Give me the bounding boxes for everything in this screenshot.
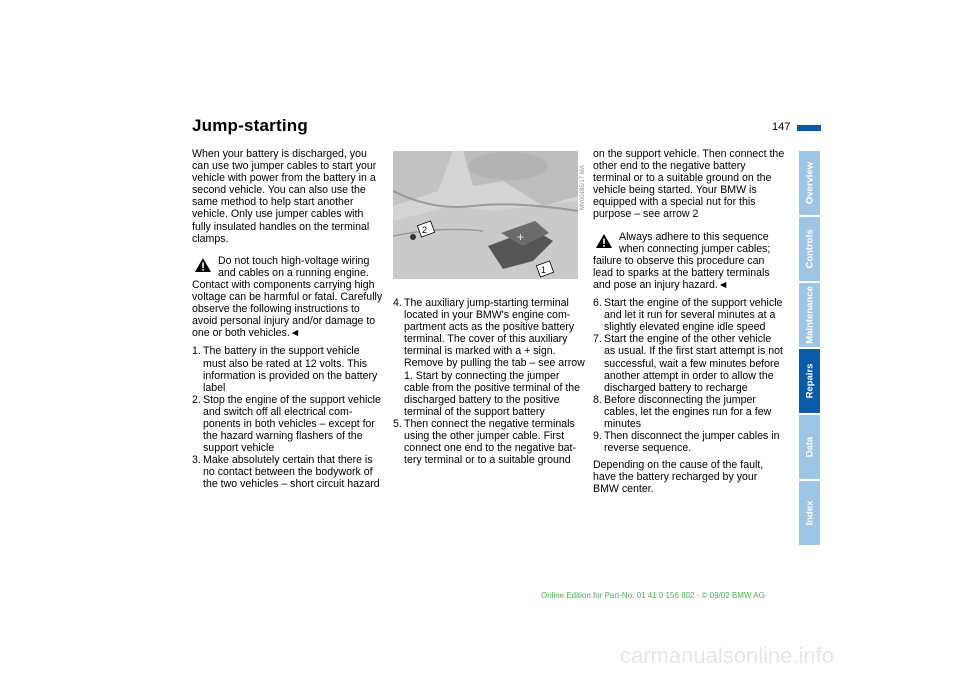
watermark: carmanualsonline.info [620,643,835,668]
tab-maintenance[interactable] [799,283,820,347]
callout-2: 2 [422,225,428,235]
step-text: Start the engine of the other vehicle as usual. If the first start attempt is not successful, wait a few minutes before another attempt in order to allow the discharged battery to recharge [604,333,783,394]
step-text: The battery in the support vehicle must also be rated at 12 volts. This information is provided on the battery label [203,345,378,394]
step-number: 8. [593,393,602,406]
column-2 [393,297,585,471]
warning-text: failure to observe this procedure can lead to sparks at the battery terminals and pose an injury hazard. [593,254,770,291]
callout-1: 1 [541,265,547,275]
end-mark: ◄ [717,278,729,291]
intro-paragraph: When your battery is discharged, you can use two jumper cables to start your vehicle with power from the battery in a second vehicle. You can also use the same method to help start another vehicle. Only use jumper cables with fully insulated handles on the terminal clamps. [192,148,377,245]
tab-label: Overview [804,161,815,205]
warning-triangle-icon [595,233,613,249]
step-text: Then connect the negative terminals using the other jumper cable. First connect one end to the negative battery terminal or to a suitable ground [404,417,576,467]
list-item [593,430,785,454]
step-number: 4. [393,297,402,309]
tab-index[interactable] [799,481,820,545]
step-text: The auxiliary jump-starting terminal located in your BMW's engine compartment acts as the positive battery terminal. The cover of this auxiliary terminal is marked with a + sign. Remove by pulling the tab – see arrow 1. Start by connecting the jumper cable from the positive terminal of the discharged battery to the positive terminal of the support battery [404,297,585,418]
page-marker-bar [797,125,821,131]
tab-label: Repairs [804,363,815,399]
page-number: 147 [772,121,791,133]
warning-first-line: Do not touch high-voltage wiring and cables on a running engine. [218,254,370,279]
steps-list-3 [593,297,785,454]
step-text: Start the engine of the support vehicle and let it run for several minutes at a slightly elevated engine idle speed [604,297,783,334]
step-number: 6. [593,297,602,310]
step-text: Before disconnecting the jumper cables, let the engines run for a few minutes [604,393,772,430]
step-text: Make absolutely certain that there is no contact between the bodywork of the two vehicles – short circuit hazard [203,454,380,491]
tab-repairs[interactable] [799,349,820,413]
tab-controls[interactable] [799,217,820,281]
step-text: Stop the engine of the support vehicle and switch off all electrical components in both vehicles – except for the hazard warning flashers of the support vehicle [203,393,381,455]
step-number: 3. [192,454,201,467]
list-item [393,418,585,466]
engine-compartment-figure [393,151,578,279]
step-number: 2. [192,393,201,406]
list-item [393,297,585,418]
list-item [593,333,785,393]
list-item [192,345,384,393]
column-1 [192,148,384,496]
step-number: 9. [593,430,602,443]
engine-illustration [393,151,578,279]
tab-data[interactable] [799,415,820,479]
list-item [593,394,785,430]
steps-list-2 [393,297,585,466]
footer-edition-note: Online Edition for Part-No. 01 41 0 156 802 - © 09/02 BMW AG [541,591,765,600]
tab-label: Index [804,500,815,526]
warning-block [593,231,785,291]
section-tabs [799,151,820,547]
closing-paragraph: Depending on the cause of the fault, have the battery recharged by your BMW center. [593,459,764,496]
list-item [192,454,384,490]
tab-label: Maintenance [804,286,815,344]
step-text: Then disconnect the jumper cables in reverse sequence. [604,430,780,455]
list-item [192,394,384,454]
tab-label: Data [804,436,815,458]
warning-triangle-icon [194,257,212,273]
end-mark: ◄ [289,327,301,340]
warning-block [192,255,384,340]
step-number: 5. [393,417,402,430]
page-title: Jump-starting [192,116,308,135]
steps-list-1 [192,345,384,490]
tab-overview[interactable] [799,151,820,215]
step-number: 7. [593,333,602,346]
warning-first-line: Always adhere to this sequence when connecting jumper cables; [619,230,771,255]
figure-code: MV00185/17 MA [580,165,586,210]
step-number: 1. [192,345,201,358]
list-item [593,297,785,333]
continued-paragraph: on the support vehicle. Then connect the other end to the negative battery terminal or to a suitable ground on the vehicle being started. Your BMW is equipped with a special nut for this purpose – see arrow 2 [593,148,785,221]
tab-label: Controls [804,229,815,269]
plus-sign: + [517,230,525,244]
column-3 [593,148,785,501]
warning-text: Contact with components carrying high voltage can be harmful or fatal. Carefully observe the following instructions to avoid personal injury and/or damage to one or both vehicles. [192,278,383,340]
